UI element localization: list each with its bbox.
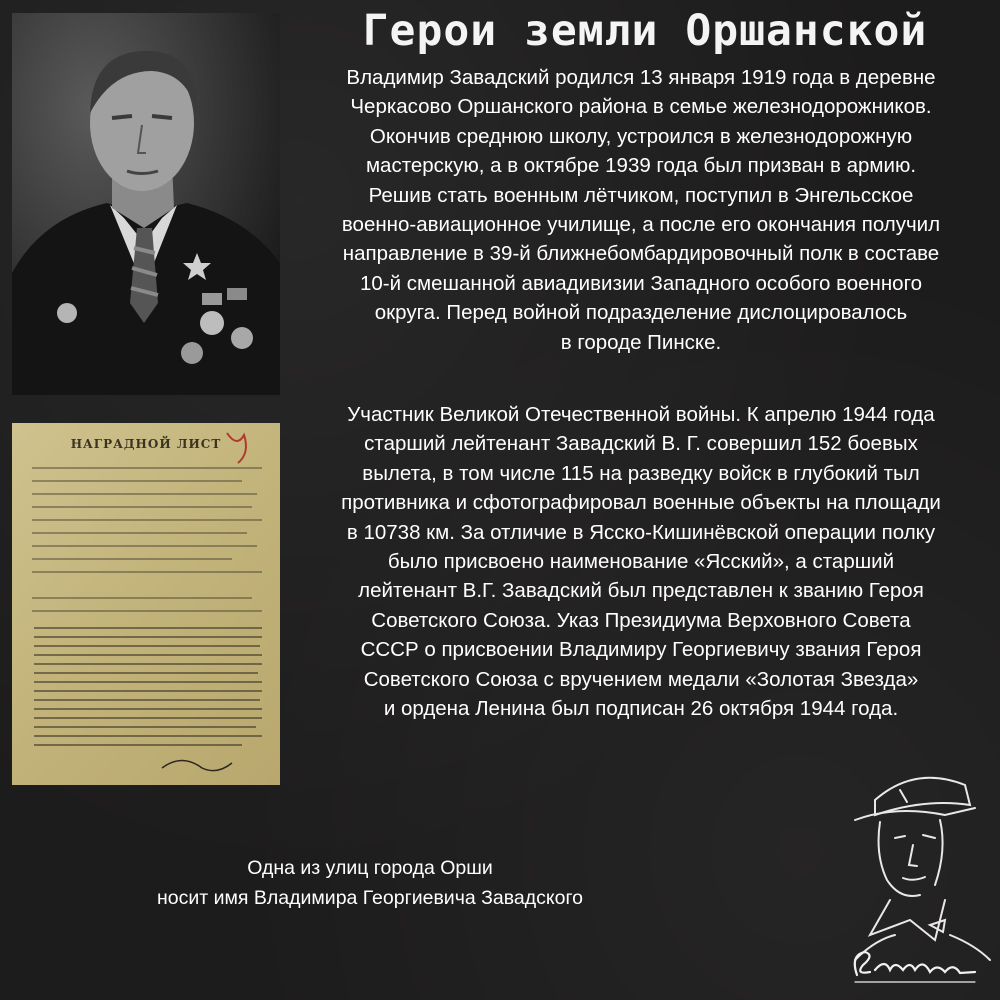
text-line: Советского Союза с вручением медали «Золотая Звезда» xyxy=(363,667,919,691)
text-line: старший лейтенант Завадский В. Г. совершил 152 боевых xyxy=(364,432,918,456)
text-line: Советского Союза. Указ Президиума Верховного Совета xyxy=(371,608,911,632)
text-line: противника и сфотографировал военные объекты на площади xyxy=(341,491,941,515)
text-line: военно-авиационное училище, а после его окончания получил xyxy=(341,213,941,237)
war-service-paragraph xyxy=(282,400,1000,723)
caption-line: Одна из улиц города Орши xyxy=(247,857,493,879)
text-line: Участник Великой Отечественной войны. К апрелю 1944 года xyxy=(347,403,935,426)
text-line: было присвоено наименование «Ясский», а старший xyxy=(387,550,895,574)
street-caption xyxy=(80,853,660,913)
text-line: в 10738 км. За отличие в Ясско-Кишинёвской операции полку xyxy=(346,520,936,544)
sketch-portrait-icon xyxy=(835,760,995,995)
signature-icon xyxy=(855,952,975,982)
text-line: в городе Пинске. xyxy=(560,330,722,354)
award-document xyxy=(12,423,280,785)
text-line: округа. Перед войной подразделение дислоцировалось xyxy=(374,301,908,325)
text-line: Окончив среднюю школу, устроился в железнодорожную xyxy=(369,124,913,148)
page-title: Герои земли Оршанской xyxy=(362,6,928,56)
text-line: лейтенант В.Г. Завадский был представлен к званию Героя xyxy=(358,579,924,603)
text-line: СССР о присвоении Владимиру Георгиевичу звания Героя xyxy=(360,638,922,662)
text-line: 10-й смешанной авиадивизии Западного особого военного xyxy=(359,271,923,295)
text-line: и ордена Ленина был подписан 26 октября 1944 года. xyxy=(383,697,899,721)
biography-paragraph xyxy=(282,63,1000,357)
caption-line: носит имя Владимира Георгиевича Завадского xyxy=(157,887,583,909)
award-document-title: НАГРАДНОЙ ЛИСТ xyxy=(70,437,222,451)
portrait-photo xyxy=(12,13,280,395)
text-line: вылета, в том числе 115 на разведку войск в глубокий тыл xyxy=(362,461,920,485)
text-line: направление в 39-й ближнебомбардировочный полк в составе xyxy=(342,242,940,266)
text-line: Решив стать военным лётчиком, поступил в Энгельсское xyxy=(368,183,914,207)
text-line: мастерскую, а в октябре 1939 года был призван в армию. xyxy=(365,154,917,178)
text-line: Владимир Завадский родился 13 января 1919 года в деревне xyxy=(346,66,936,89)
text-line: Черкасово Оршанского района в семье железнодорожников. xyxy=(350,95,932,119)
